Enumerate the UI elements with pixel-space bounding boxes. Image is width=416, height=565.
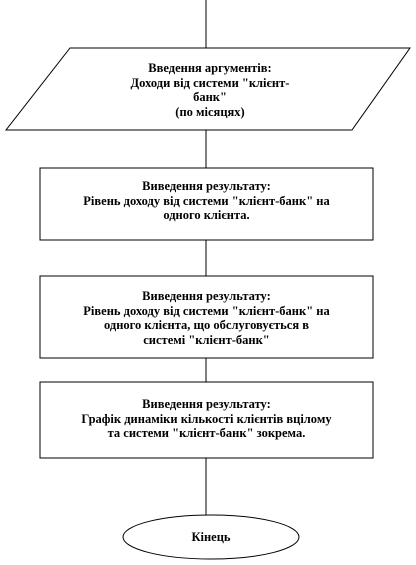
input-line-3: (по місяцях) [175, 104, 245, 119]
result-1-line-1: Рівень доходу від системи "клієнт-банк" на [83, 193, 330, 208]
end-terminal-text [123, 524, 299, 550]
input-line-2: банк" [193, 90, 227, 104]
result-2-line-3: системі "клієнт-банк" [143, 332, 270, 347]
result-2-line-2: одного клієнта, що обслуговується в [104, 318, 309, 332]
result-3-line-2: та системи "клієнт-банк" зокрема. [107, 426, 306, 441]
input-line-1: Доходи від системи "клієнт- [130, 75, 290, 90]
result-3-text [40, 384, 373, 454]
result-3-heading: Виведення результату: [142, 397, 271, 412]
end-label: Кінець [191, 529, 231, 544]
result-2-heading: Виведення результату: [142, 289, 271, 303]
result-2-text [40, 280, 373, 356]
result-1-text [40, 170, 373, 232]
input-heading: Введення аргументів: [148, 61, 272, 75]
input-block-text [60, 52, 360, 128]
result-3-line-1: Графік динаміки кількості клієнтів вцілому [81, 411, 332, 426]
result-1-line-2: одного клієнта. [163, 208, 250, 223]
result-2-line-1: Рівень доходу від системи "клієнт-банк" на [83, 303, 330, 318]
result-1-heading: Виведення результату: [142, 179, 271, 194]
